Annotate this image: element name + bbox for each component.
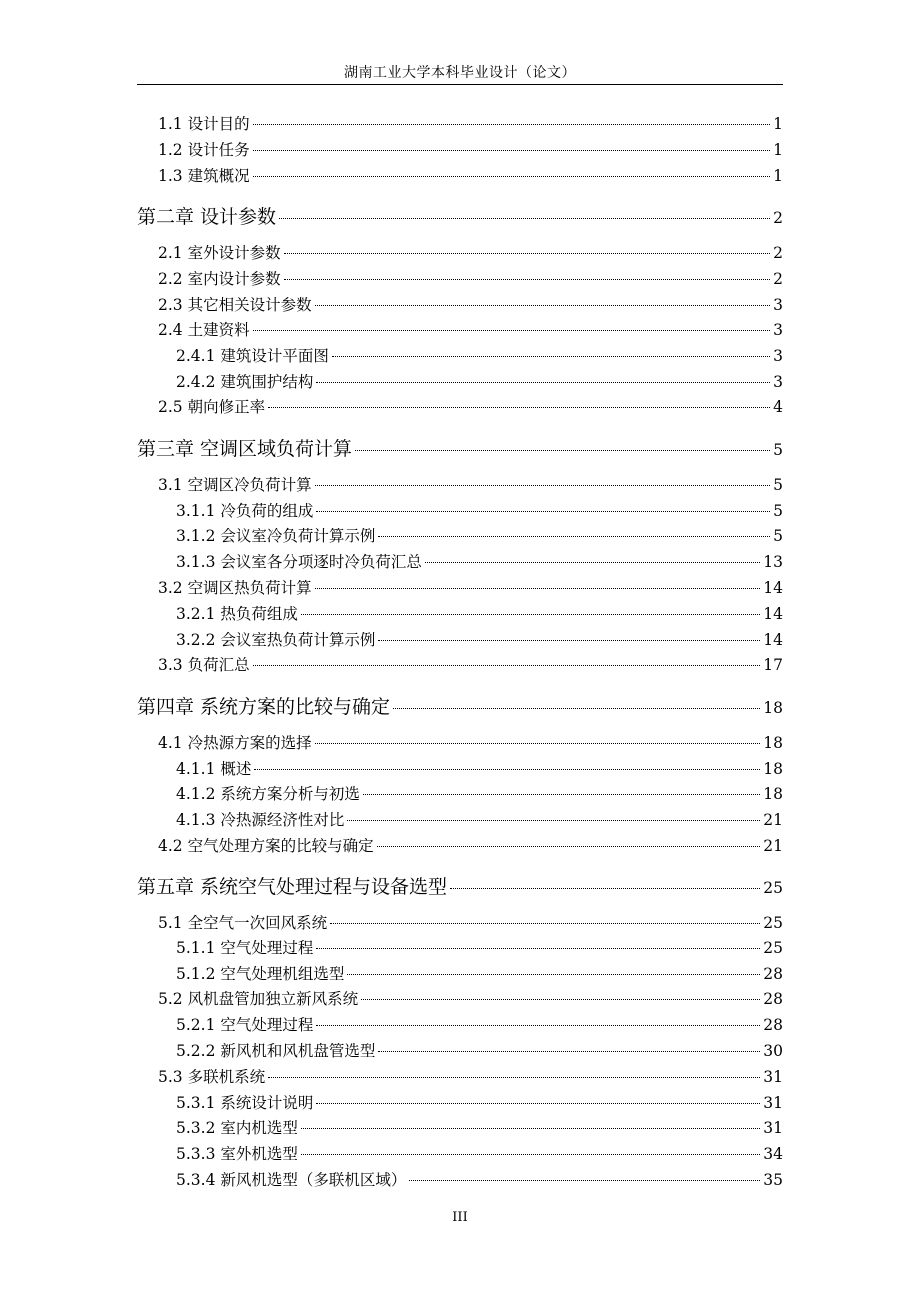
toc-entry-page-number: 3 (773, 321, 783, 339)
toc-section-entry[interactable] (158, 473, 783, 495)
dot-leader (347, 974, 760, 975)
toc-entry-label: 3.1 空调区冷负荷计算 (158, 476, 312, 494)
dot-leader (316, 511, 770, 512)
toc-entry-page-number: 5 (773, 441, 783, 459)
toc-entry-label: 5.3 多联机系统 (158, 1068, 266, 1086)
toc-entry-page-number: 28 (763, 990, 783, 1008)
page-number: III (452, 1210, 468, 1225)
toc-entry-label: 第四章 系统方案的比较与确定 (137, 696, 391, 718)
dot-leader (355, 450, 770, 451)
toc-subsection-entry[interactable] (176, 602, 783, 624)
dot-leader (378, 640, 760, 641)
dot-leader (284, 253, 771, 254)
toc-entry-label: 5.3.3 室外机选型 (176, 1145, 298, 1163)
toc-entry-label: 2.2 室内设计参数 (158, 270, 281, 288)
dot-leader (315, 588, 761, 589)
toc-entry-page-number: 5 (773, 476, 783, 494)
toc-subsection-entry[interactable] (176, 757, 783, 779)
toc-entry-label: 5.2.2 新风机和风机盘管选型 (176, 1042, 376, 1060)
toc-entry-label: 5.3.2 室内机选型 (176, 1119, 298, 1137)
toc-chapter-entry[interactable] (137, 434, 783, 462)
toc-subsection-entry[interactable] (176, 1142, 783, 1164)
toc-entry-label: 5.1.1 空气处理过程 (176, 939, 314, 957)
toc-section-entry[interactable] (158, 731, 783, 753)
toc-entry-page-number: 4 (773, 398, 783, 416)
toc-section-entry[interactable] (158, 395, 783, 417)
toc-subsection-entry[interactable] (176, 936, 783, 958)
toc-entry-page-number: 14 (763, 631, 783, 649)
toc-subsection-entry[interactable] (176, 524, 783, 546)
toc-entry-label: 2.4.2 建筑围护结构 (176, 373, 314, 391)
dot-leader (363, 794, 760, 795)
dot-leader (425, 562, 760, 563)
toc-chapter-entry[interactable] (137, 872, 783, 900)
toc-subsection-entry[interactable] (176, 1013, 783, 1035)
toc-subsection-entry[interactable] (176, 962, 783, 984)
toc-subsection-entry[interactable] (176, 550, 783, 572)
toc-subsection-entry[interactable] (176, 628, 783, 650)
page-header: 湖南工业大学本科毕业设计（论文） (344, 65, 576, 81)
toc-entry-page-number: 18 (763, 734, 783, 752)
toc-entry-page-number: 1 (773, 141, 783, 159)
toc-entry-page-number: 3 (773, 373, 783, 391)
toc-entry-page-number: 18 (763, 785, 783, 803)
toc-entry-page-number: 3 (773, 347, 783, 365)
toc-entry-label: 3.2 空调区热负荷计算 (158, 579, 312, 597)
toc-entry-page-number: 25 (763, 879, 783, 897)
toc-entry-page-number: 2 (773, 244, 783, 262)
toc-entry-page-number: 2 (773, 270, 783, 288)
toc-entry-label: 1.1 设计目的 (158, 115, 250, 133)
toc-subsection-entry[interactable] (176, 1091, 783, 1113)
toc-section-entry[interactable] (158, 653, 783, 675)
toc-section-entry[interactable] (158, 576, 783, 598)
toc-entry-page-number: 5 (773, 527, 783, 545)
toc-subsection-entry[interactable] (176, 1039, 783, 1061)
toc-section-entry[interactable] (158, 241, 783, 263)
toc-chapter-entry[interactable] (137, 202, 783, 230)
toc-entry-page-number: 28 (763, 965, 783, 983)
toc-entry-label: 2.4 土建资料 (158, 321, 250, 339)
toc-entry-label: 第二章 设计参数 (137, 206, 277, 228)
toc-entry-label: 5.3.1 系统设计说明 (176, 1094, 314, 1112)
toc-entry-page-number: 28 (763, 1016, 783, 1034)
toc-subsection-entry[interactable] (176, 782, 783, 804)
toc-section-entry[interactable] (158, 1065, 783, 1087)
toc-entry-label: 3.1.3 会议室各分项逐时冷负荷汇总 (176, 553, 422, 571)
dot-leader (253, 665, 761, 666)
dot-leader (315, 305, 771, 306)
toc-entry-label: 2.5 朝向修正率 (158, 398, 266, 416)
dot-leader (332, 356, 770, 357)
toc-entry-label: 4.1.2 系统方案分析与初选 (176, 785, 360, 803)
toc-entry-page-number: 30 (763, 1042, 783, 1060)
toc-entry-page-number: 25 (763, 914, 783, 932)
toc-entry-label: 5.2.1 空气处理过程 (176, 1016, 314, 1034)
toc-subsection-entry[interactable] (176, 1168, 783, 1190)
dot-leader (377, 846, 761, 847)
toc-section-entry[interactable] (158, 164, 783, 186)
dot-leader (301, 1128, 760, 1129)
dot-leader (253, 150, 771, 151)
toc-entry-label: 5.1.2 空气处理机组选型 (176, 965, 345, 983)
toc-subsection-entry[interactable] (176, 808, 783, 830)
dot-leader (361, 999, 760, 1000)
dot-leader (378, 1051, 760, 1052)
toc-entry-page-number: 18 (763, 760, 783, 778)
toc-entry-page-number: 5 (773, 502, 783, 520)
dot-leader (301, 1154, 760, 1155)
dot-leader (316, 382, 770, 383)
dot-leader (378, 536, 770, 537)
toc-entry-label: 4.2 空气处理方案的比较与确定 (158, 837, 374, 855)
toc-entry-page-number: 35 (763, 1171, 783, 1189)
toc-entry-label: 2.1 室外设计参数 (158, 244, 281, 262)
toc-section-entry[interactable] (158, 987, 783, 1009)
dot-leader (450, 888, 760, 889)
dot-leader (315, 485, 771, 486)
toc-subsection-entry[interactable] (176, 370, 783, 392)
toc-entry-page-number: 1 (773, 167, 783, 185)
toc-entry-label: 5.2 风机盘管加独立新风系统 (158, 990, 359, 1008)
dot-leader (284, 279, 771, 280)
toc-entry-label: 4.1.3 冷热源经济性对比 (176, 811, 345, 829)
toc-chapter-entry[interactable] (137, 692, 783, 720)
toc-entry-label: 2.4.1 建筑设计平面图 (176, 347, 329, 365)
toc-entry-page-number: 17 (763, 656, 783, 674)
toc-entry-page-number: 21 (763, 811, 783, 829)
toc-section-entry[interactable] (158, 138, 783, 160)
toc-entry-label: 3.1.1 冷负荷的组成 (176, 502, 314, 520)
toc-entry-page-number: 31 (763, 1094, 783, 1112)
dot-leader (254, 769, 760, 770)
toc-subsection-entry[interactable] (176, 499, 783, 521)
dot-leader (316, 948, 760, 949)
toc-section-entry[interactable] (158, 318, 783, 340)
dot-leader (347, 820, 760, 821)
dot-leader (316, 1025, 760, 1026)
toc-entry-page-number: 31 (763, 1068, 783, 1086)
dot-leader (253, 176, 771, 177)
toc-entry-label: 第五章 系统空气处理过程与设备选型 (137, 876, 448, 898)
toc-entry-label: 第三章 空调区域负荷计算 (137, 438, 353, 460)
toc-section-entry[interactable] (158, 293, 783, 315)
dot-leader (253, 124, 771, 125)
toc-entry-page-number: 34 (763, 1145, 783, 1163)
dot-leader (316, 1103, 760, 1104)
dot-leader (330, 923, 760, 924)
toc-entry-label: 3.1.2 会议室冷负荷计算示例 (176, 527, 376, 545)
toc-entry-label: 1.3 建筑概况 (158, 167, 250, 185)
toc-entry-page-number: 3 (773, 296, 783, 314)
toc-section-entry[interactable] (158, 911, 783, 933)
toc-entry-page-number: 1 (773, 115, 783, 133)
toc-entry-page-number: 14 (763, 605, 783, 623)
toc-entry-label: 3.3 负荷汇总 (158, 656, 250, 674)
toc-entry-page-number: 2 (773, 209, 783, 227)
toc-entry-label: 4.1 冷热源方案的选择 (158, 734, 312, 752)
dot-leader (409, 1180, 760, 1181)
toc-subsection-entry[interactable] (176, 1116, 783, 1138)
toc-entry-page-number: 13 (763, 553, 783, 571)
toc-section-entry[interactable] (158, 267, 783, 289)
toc-subsection-entry[interactable] (176, 344, 783, 366)
toc-entry-label: 3.2.2 会议室热负荷计算示例 (176, 631, 376, 649)
toc-entry-label: 5.3.4 新风机选型（多联机区域） (176, 1171, 407, 1189)
toc-entry-page-number: 21 (763, 837, 783, 855)
toc-entry-page-number: 25 (763, 939, 783, 957)
dot-leader (301, 614, 760, 615)
dot-leader (279, 218, 770, 219)
dot-leader (268, 1077, 760, 1078)
dot-leader (315, 743, 761, 744)
toc-entry-label: 5.1 全空气一次回风系统 (158, 914, 328, 932)
dot-leader (253, 330, 771, 331)
toc-section-entry[interactable] (158, 112, 783, 134)
toc-entry-label: 2.3 其它相关设计参数 (158, 296, 312, 314)
toc-section-entry[interactable] (158, 834, 783, 856)
toc-entry-page-number: 14 (763, 579, 783, 597)
dot-leader (393, 708, 760, 709)
toc-entry-page-number: 18 (763, 699, 783, 717)
toc-entry-label: 3.2.1 热负荷组成 (176, 605, 298, 623)
dot-leader (268, 407, 770, 408)
toc-entry-label: 1.2 设计任务 (158, 141, 250, 159)
toc-entry-label: 4.1.1 概述 (176, 760, 252, 778)
toc-entry-page-number: 31 (763, 1119, 783, 1137)
